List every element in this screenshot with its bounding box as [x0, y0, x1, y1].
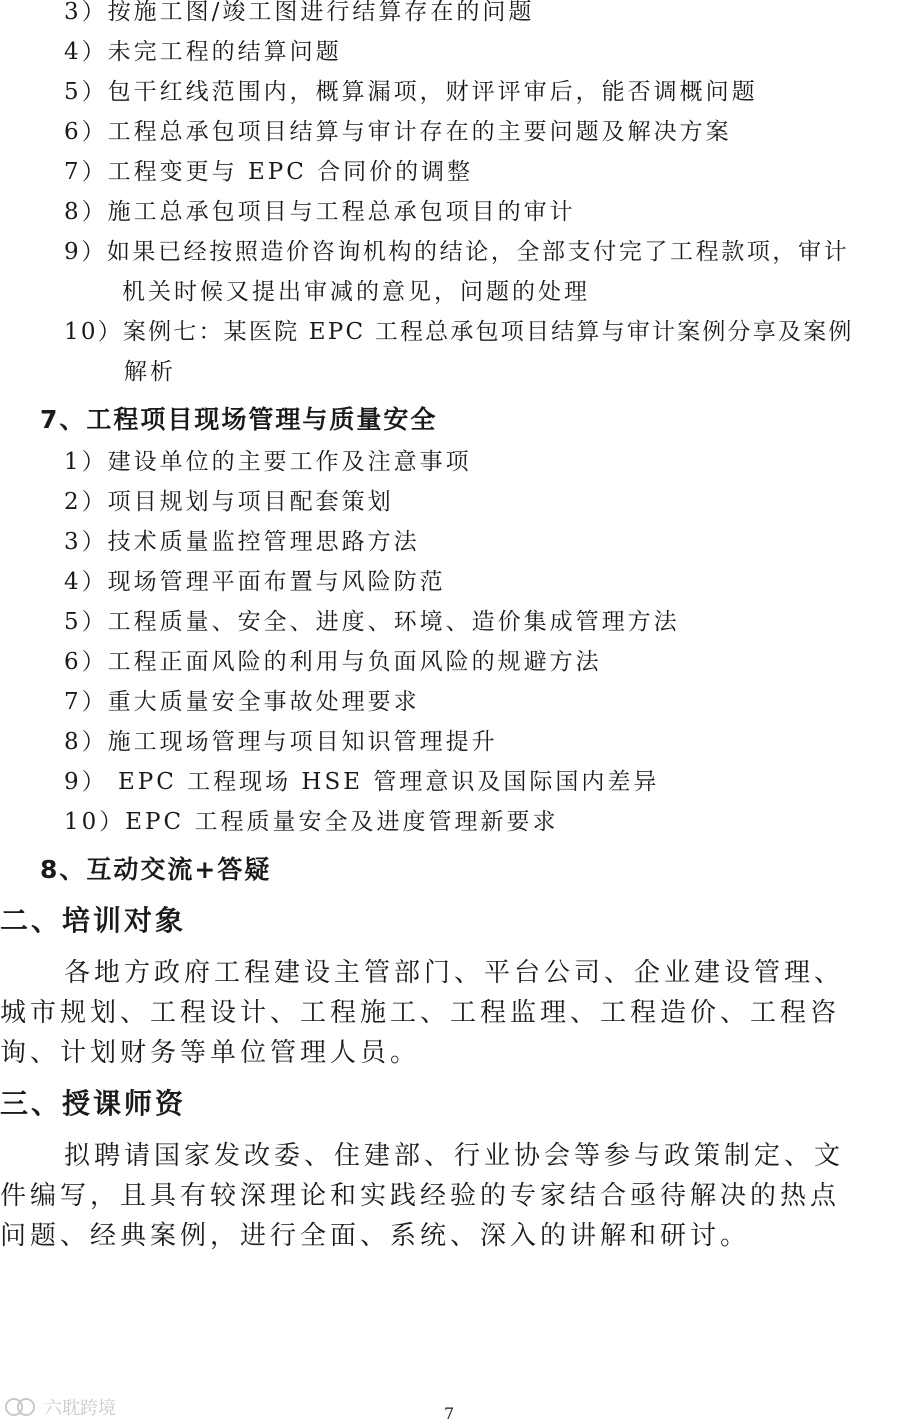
list-item-continuation: 解析: [124, 359, 176, 385]
list-item: 3）按施工图/竣工图进行结算存在的问题: [64, 0, 535, 25]
watermark-text: 六耽跨境: [44, 1398, 116, 1419]
list-item: 3）技术质量监控管理思路方法: [64, 529, 420, 555]
list-item: 6）工程总承包项目结算与审计存在的主要问题及解决方案: [64, 119, 732, 145]
list-item: 8）施工总承包项目与工程总承包项目的审计: [64, 199, 576, 225]
part-heading-training-audience: 二、培训对象: [0, 904, 187, 937]
list-item: 6）工程正面风险的利用与负面风险的规避方法: [64, 649, 602, 675]
list-item: 5）包干红线范围内，概算漏项，财评评审后，能否调概问题: [64, 79, 758, 105]
list-item: 2）项目规划与项目配套策划: [64, 489, 394, 515]
watermark: [4, 1394, 116, 1420]
paragraph-line: 问题、经典案例，进行全面、系统、深入的讲解和研讨。: [0, 1221, 751, 1251]
list-item: 10）EPC 工程质量安全及进度管理新要求: [64, 809, 559, 835]
list-item: 4）现场管理平面布置与风险防范: [64, 569, 446, 595]
part-heading-instructors: 三、授课师资: [0, 1087, 187, 1120]
page-number: 7: [444, 1404, 455, 1423]
list-item: 10）案例七：某医院 EPC 工程总承包项目结算与审计案例分享及案例: [64, 319, 854, 345]
paragraph-line: 询、计划财务等单位管理人员。: [0, 1038, 421, 1068]
paragraph-line: 城市规划、工程设计、工程施工、工程监理、工程造价、工程咨: [0, 998, 841, 1028]
paragraph-line: 件编写，且具有较深理论和实践经验的专家结合亟待解决的热点: [0, 1181, 841, 1211]
list-item: 4）未完工程的结算问题: [64, 39, 342, 65]
list-item: 7）重大质量安全事故处理要求: [64, 689, 420, 715]
list-item: 8）施工现场管理与项目知识管理提升: [64, 729, 498, 755]
paragraph-line: 各地方政府工程建设主管部门、平台公司、企业建设管理、: [64, 958, 845, 988]
list-item: 9） EPC 工程现场 HSE 管理意识及国际国内差异: [64, 769, 660, 795]
section-heading-7: 7、工程项目现场管理与质量安全: [40, 405, 438, 434]
paragraph-line: 拟聘请国家发改委、住建部、行业协会等参与政策制定、文: [64, 1141, 845, 1171]
watermark-logo-icon: [4, 1396, 40, 1418]
section-heading-8: 8、互动交流+答疑: [40, 855, 272, 884]
list-item: 9）如果已经按照造价咨询机构的结论，全部支付完了工程款项，审计: [64, 239, 850, 265]
list-item: 5）工程质量、安全、进度、环境、造价集成管理方法: [64, 609, 680, 635]
list-item: 1）建设单位的主要工作及注意事项: [64, 449, 472, 475]
list-item-continuation: 机关时候又提出审减的意见，问题的处理: [122, 279, 590, 305]
list-item: 7）工程变更与 EPC 合同价的调整: [64, 159, 474, 185]
